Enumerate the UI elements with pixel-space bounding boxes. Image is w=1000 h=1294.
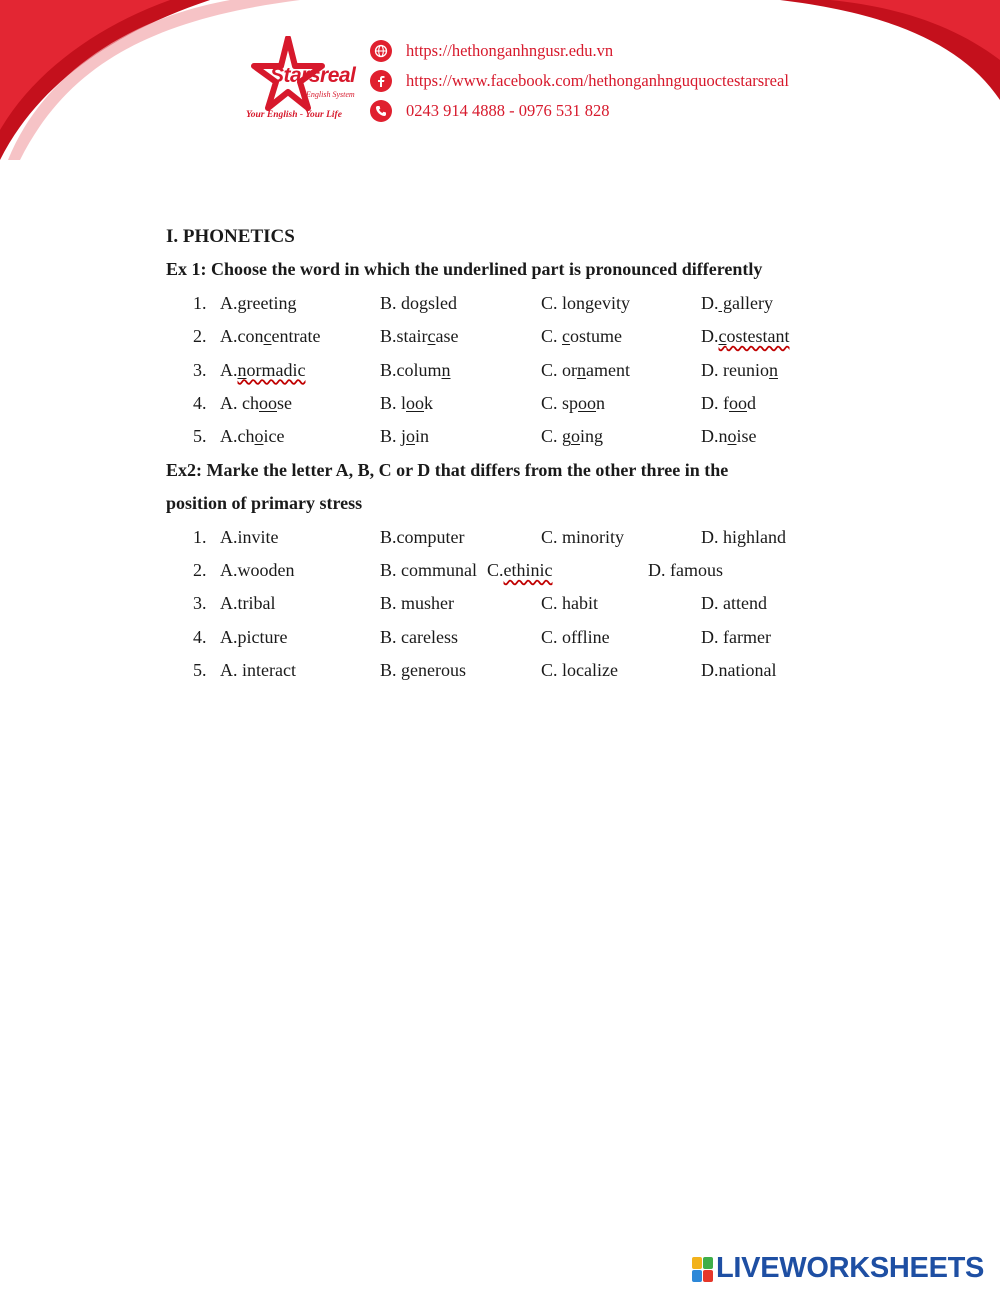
- option-c[interactable]: C. going: [541, 426, 604, 447]
- ex2-question-5: [166, 654, 866, 687]
- brand-name: Starsreal: [270, 64, 356, 87]
- ex1-question-5: [166, 420, 866, 453]
- option-b[interactable]: B.staircase: [380, 326, 459, 347]
- option-a[interactable]: A.choice: [220, 426, 285, 447]
- option-a[interactable]: A.tribal: [220, 593, 276, 614]
- option-d[interactable]: D. farmer: [701, 626, 771, 647]
- option-d[interactable]: D. famous: [648, 559, 723, 580]
- ex1-title: Ex 1: Choose the word in which the underlined part is pronounced differently: [166, 259, 763, 280]
- option-b[interactable]: B. dogsled: [380, 292, 458, 313]
- question-number: 3.: [193, 359, 207, 380]
- worksheet-content: [166, 220, 866, 688]
- question-number: 3.: [193, 593, 207, 614]
- contact-website[interactable]: [370, 36, 789, 66]
- ex2-title-line-2: position of primary stress: [166, 493, 363, 514]
- contact-facebook[interactable]: [370, 66, 789, 96]
- contact-phone[interactable]: [370, 96, 789, 126]
- option-c[interactable]: C. costume: [541, 326, 623, 347]
- option-d[interactable]: D.national: [701, 660, 777, 681]
- option-a[interactable]: A.greeting: [220, 292, 297, 313]
- facebook-icon: [370, 70, 392, 92]
- option-c[interactable]: C. spoon: [541, 392, 606, 413]
- option-b[interactable]: B.column: [380, 359, 451, 380]
- facebook-link[interactable]: https://www.facebook.com/hethonganhnguquoctestarsreal: [406, 71, 789, 90]
- question-number: 4.: [193, 626, 207, 647]
- option-b[interactable]: B. careless: [380, 626, 458, 647]
- website-link[interactable]: https://hethonganhngusr.edu.vn: [406, 41, 614, 60]
- starsreal-logo: [240, 36, 360, 126]
- ex1-question-3: [166, 354, 866, 387]
- option-b[interactable]: B. musher: [380, 593, 454, 614]
- option-c[interactable]: C.ethinic: [487, 559, 553, 580]
- option-a[interactable]: A.picture: [220, 626, 288, 647]
- option-b[interactable]: B. communal: [380, 559, 477, 580]
- option-a[interactable]: A.invite: [220, 526, 279, 547]
- option-c[interactable]: C. ornament: [541, 359, 630, 380]
- ex2-question-2: [166, 554, 866, 587]
- ex2-question-1: [166, 521, 866, 554]
- ex1-question-2: [166, 320, 866, 353]
- option-a[interactable]: A.normadic: [220, 359, 306, 380]
- option-d[interactable]: D.noise: [701, 426, 757, 447]
- ex1-question-4: [166, 387, 866, 420]
- question-number: 1.: [193, 526, 207, 547]
- option-c[interactable]: C. minority: [541, 526, 625, 547]
- option-a[interactable]: A.concentrate: [220, 326, 321, 347]
- ex2-question-4: [166, 621, 866, 654]
- option-a[interactable]: A. interact: [220, 660, 296, 681]
- section-title: I. PHONETICS: [166, 226, 295, 247]
- brand-subtitle: English System: [306, 90, 355, 99]
- question-number: 2.: [193, 559, 207, 580]
- option-c[interactable]: C. habit: [541, 593, 598, 614]
- ex2-title-line-1: Ex2: Marke the letter A, B, C or D that differs from the other three in the: [166, 459, 729, 480]
- option-d[interactable]: D. food: [701, 392, 756, 413]
- question-number: 4.: [193, 392, 207, 413]
- liveworksheets-wordmark: LIVEWORKSHEETS: [716, 1252, 985, 1284]
- option-c[interactable]: C. localize: [541, 660, 618, 681]
- option-d[interactable]: D. gallery: [701, 292, 773, 313]
- option-d[interactable]: D.costestant: [701, 326, 790, 347]
- option-b[interactable]: B. look: [380, 392, 434, 413]
- option-d[interactable]: D. highland: [701, 526, 786, 547]
- question-number: 5.: [193, 426, 207, 447]
- question-number: 1.: [193, 292, 207, 313]
- option-d[interactable]: D. attend: [701, 593, 767, 614]
- liveworksheets-logo: [692, 1252, 984, 1285]
- phone-numbers: 0243 914 4888 - 0976 531 828: [406, 101, 610, 120]
- contact-info: [370, 36, 789, 126]
- ex1-question-1: [166, 287, 866, 320]
- option-c[interactable]: C. offline: [541, 626, 610, 647]
- option-d[interactable]: D. reunion: [701, 359, 778, 380]
- liveworksheets-grid-icon: [692, 1257, 712, 1281]
- brand-tagline: Your English - Your Life: [246, 110, 342, 120]
- option-b[interactable]: B.computer: [380, 526, 465, 547]
- option-c[interactable]: C. longevity: [541, 292, 631, 313]
- phone-icon: [370, 100, 392, 122]
- option-b[interactable]: B. join: [380, 426, 430, 447]
- question-number: 2.: [193, 326, 207, 347]
- globe-icon: [370, 40, 392, 62]
- option-a[interactable]: A.wooden: [220, 559, 295, 580]
- question-number: 5.: [193, 660, 207, 681]
- ex2-question-3: [166, 587, 866, 620]
- option-a[interactable]: A. choose: [220, 392, 292, 413]
- option-b[interactable]: B. generous: [380, 660, 466, 681]
